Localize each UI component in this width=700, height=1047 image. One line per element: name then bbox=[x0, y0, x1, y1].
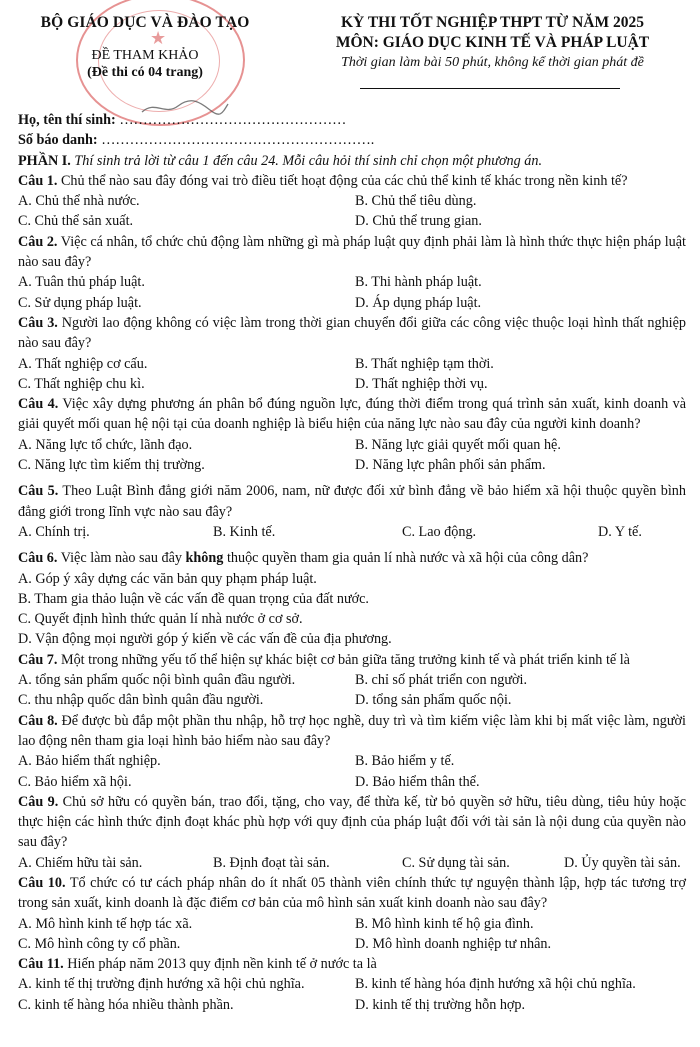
question-3 bbox=[18, 313, 686, 394]
option-d[interactable]: D. Ủy quyền tài sản. bbox=[564, 854, 681, 871]
subject-title: MÔN: GIÁO DỤC KINH TẾ VÀ PHÁP LUẬT bbox=[335, 34, 650, 51]
option-d[interactable]: D. Y tế. bbox=[598, 523, 642, 540]
candidate-name-dots: ………………………………………… bbox=[115, 112, 347, 128]
option-a[interactable]: A. Bảo hiểm thất nghiệp. bbox=[18, 753, 161, 770]
option-b[interactable]: B. chỉ số phát triển con người. bbox=[355, 672, 528, 689]
option-c[interactable]: C. Bảo hiểm xã hội. bbox=[18, 773, 132, 790]
option-c[interactable]: C. thu nhập quốc dân bình quân đầu người. bbox=[18, 692, 264, 709]
option-b[interactable]: B. Tham gia thảo luận về các vấn đề quan trọng của đất nước. bbox=[18, 590, 369, 607]
candidate-name-line bbox=[18, 110, 686, 130]
exam-title: KỲ THI TỐT NGHIỆP THPT TỪ NĂM 2025 bbox=[340, 14, 645, 31]
question-number: Câu 2. bbox=[18, 233, 58, 250]
option-a[interactable]: A. Năng lực tổ chức, lãnh đạo. bbox=[18, 436, 193, 453]
candidate-id-line bbox=[18, 130, 686, 150]
option-a[interactable]: A. Thất nghiệp cơ cấu. bbox=[18, 355, 148, 372]
exam-body bbox=[18, 110, 686, 1015]
candidate-id-dots: …………………………………………………. bbox=[97, 132, 375, 149]
question-5 bbox=[18, 481, 686, 542]
option-c[interactable]: C. Sử dụng pháp luật. bbox=[18, 294, 142, 311]
question-number: Câu 6. bbox=[18, 550, 58, 567]
question-text: Tổ chức có tư cách pháp nhân do ít nhất 05 thành viên chính thức tự nguyện thành lập, hợp tác tương trợ trong sản xuất, kinh doanh là đặc điểm cơ bản của mô hình sản xuất kinh doanh nào sau đây? bbox=[18, 874, 687, 912]
option-d[interactable]: D. kinh tế thị trường hỗn hợp. bbox=[355, 996, 526, 1013]
option-a[interactable]: A. Chiếm hữu tài sản. bbox=[18, 854, 143, 871]
question-text: Chủ sở hữu có quyền bán, trao đổi, tặng, cho vay, để thừa kế, từ bỏ quyền sở hữu, tiêu dùng, tiêu hủy hoặc thực hiện các hình thức định đoạt khác phù hợp với quy định của pháp luật đối với tài sản là nội dung của quyền nào sau đây? bbox=[18, 793, 686, 851]
question-text: Người lao động không có việc làm trong thời gian chuyển đổi giữa các công việc thuộc loại hình thất nghiệp nào sau đây? bbox=[18, 314, 686, 352]
option-b[interactable]: B. Mô hình kinh tế hộ gia đình. bbox=[355, 915, 534, 932]
ministry-name: BỘ GIÁO DỤC VÀ ĐÀO TẠO bbox=[40, 14, 250, 31]
option-d[interactable]: D. Thất nghiệp thời vụ. bbox=[355, 375, 488, 392]
question-text-emphasis: không bbox=[185, 550, 224, 567]
option-b[interactable]: B. Thất nghiệp tạm thời. bbox=[355, 355, 494, 372]
question-number: Câu 3. bbox=[18, 314, 58, 331]
section-header bbox=[18, 151, 686, 171]
question-number: Câu 1. bbox=[18, 172, 58, 189]
option-b[interactable]: B. kinh tế hàng hóa định hướng xã hội chủ nghĩa. bbox=[355, 976, 636, 993]
question-number: Câu 10. bbox=[18, 874, 66, 891]
question-text-after: thuộc quyền tham gia quản lí nhà nước và xã hội của công dân? bbox=[223, 550, 589, 567]
question-text: Việc xây dựng phương án phân bổ đúng nguồn lực, đúng thời điểm trong quá trình sản xuất, kinh doanh và giải quyết mối quan hệ nội tại của doanh nghiệp là biểu hiện của năng lực nào sau đây của người kinh doanh? bbox=[18, 396, 686, 433]
header-divider bbox=[360, 88, 620, 89]
question-number: Câu 9. bbox=[18, 793, 59, 810]
header-left bbox=[14, 14, 276, 81]
question-number: Câu 11. bbox=[18, 956, 64, 973]
option-b[interactable]: B. Năng lực giải quyết mối quan hệ. bbox=[355, 436, 561, 453]
option-c[interactable]: C. Mô hình công ty cổ phần. bbox=[18, 935, 181, 952]
question-number: Câu 4. bbox=[18, 396, 59, 413]
page-count: (Đề thi có 04 trang) bbox=[87, 65, 203, 80]
question-text: Một trong những yếu tố thể hiện sự khác biệt cơ bản giữa tăng trưởng kinh tế và phát triển kinh tế là bbox=[57, 651, 630, 668]
question-8 bbox=[18, 711, 686, 792]
question-text: Việc cá nhân, tổ chức chủ động làm những gì mà pháp luật quy định phải làm là hình thức thực hiện pháp luật nào sau đây? bbox=[18, 233, 686, 271]
stamp-star-icon: ★ bbox=[150, 28, 167, 48]
option-d[interactable]: D. Áp dụng pháp luật. bbox=[355, 294, 482, 311]
question-text: Theo Luật Bình đẳng giới năm 2006, nam, nữ được đối xử bình đẳng về bảo hiểm xã hội thuộc quyền bình đẳng giới trong lĩnh vực nào sau đây? bbox=[18, 483, 686, 520]
question-10 bbox=[18, 873, 686, 954]
question-2 bbox=[18, 232, 686, 313]
question-text: Chủ thể nào sau đây đóng vai trò điều tiết hoạt động của các chủ thể kinh tế khác trong nền kinh tế? bbox=[57, 172, 628, 189]
question-number: Câu 5. bbox=[18, 483, 59, 500]
header-right bbox=[290, 14, 695, 71]
option-a[interactable]: A. kinh tế thị trường định hướng xã hội chủ nghĩa. bbox=[18, 976, 305, 993]
question-4 bbox=[18, 394, 686, 475]
option-b[interactable]: B. Định đoạt tài sản. bbox=[213, 854, 330, 871]
option-d[interactable]: D. Chủ thể trung gian. bbox=[355, 213, 482, 230]
time-limit: Thời gian làm bài 50 phút, không kể thời gian phát đề bbox=[341, 55, 644, 70]
question-number: Câu 7. bbox=[18, 651, 58, 668]
option-a[interactable]: A. Mô hình kinh tế hợp tác xã. bbox=[18, 915, 193, 932]
option-c[interactable]: C. Sử dụng tài sản. bbox=[402, 854, 510, 871]
option-d[interactable]: D. Vận động mọi người góp ý kiến về các vấn đề của địa phương. bbox=[18, 631, 392, 648]
section-instruction: Thí sinh trả lời từ câu 1 đến câu 24. Mỗi câu hỏi thí sinh chỉ chọn một phương án. bbox=[70, 152, 543, 169]
candidate-name-label: Họ, tên thí sinh: bbox=[18, 112, 116, 128]
option-c[interactable]: C. Lao động. bbox=[402, 523, 477, 540]
option-d[interactable]: D. tổng sản phẩm quốc nội. bbox=[355, 692, 512, 709]
question-text-before: Việc làm nào sau đây bbox=[57, 550, 186, 567]
option-a[interactable]: A. tổng sản phẩm quốc nội bình quân đầu người. bbox=[18, 672, 296, 689]
option-b[interactable]: B. Bảo hiểm y tế. bbox=[355, 753, 455, 770]
option-c[interactable]: C. Năng lực tìm kiếm thị trường. bbox=[18, 457, 205, 474]
option-b[interactable]: B. Thi hành pháp luật. bbox=[355, 274, 482, 291]
question-6 bbox=[18, 548, 686, 649]
question-9 bbox=[18, 792, 686, 873]
question-1 bbox=[18, 171, 686, 232]
option-d[interactable]: D. Bảo hiểm thân thể. bbox=[355, 773, 480, 790]
option-c[interactable]: C. kinh tế hàng hóa nhiều thành phần. bbox=[18, 996, 234, 1013]
option-c[interactable]: C. Thất nghiệp chu kì. bbox=[18, 375, 145, 392]
section-title: PHẦN I. bbox=[18, 152, 71, 169]
question-text: Hiến pháp năm 2013 quy định nền kinh tế ở nước ta là bbox=[63, 956, 377, 973]
option-a[interactable]: A. Chủ thể nhà nước. bbox=[18, 193, 140, 210]
option-d[interactable]: D. Mô hình doanh nghiệp tư nhân. bbox=[355, 935, 552, 952]
question-11 bbox=[18, 954, 686, 1015]
option-a[interactable]: A. Tuân thủ pháp luật. bbox=[18, 274, 145, 291]
question-7 bbox=[18, 650, 686, 711]
option-a[interactable]: A. Chính trị. bbox=[18, 523, 90, 540]
option-d[interactable]: D. Năng lực phân phối sản phẩm. bbox=[355, 457, 546, 474]
option-b[interactable]: B. Kinh tế. bbox=[213, 523, 276, 540]
option-b[interactable]: B. Chủ thể tiêu dùng. bbox=[355, 193, 477, 210]
option-c[interactable]: C. Quyết định hình thức quản lí nhà nước ở cơ sở. bbox=[18, 611, 303, 628]
option-a[interactable]: A. Góp ý xây dựng các văn bản quy phạm pháp luật. bbox=[18, 570, 317, 587]
question-number: Câu 8. bbox=[18, 712, 58, 729]
question-text: Để được bù đắp một phần thu nhập, hỗ trợ học nghề, duy trì và tìm kiếm việc làm khi bị mất việc làm, người lao động nên tham gia loại hình bảo hiểm nào sau đây? bbox=[18, 712, 686, 749]
option-c[interactable]: C. Chủ thể sản xuất. bbox=[18, 213, 134, 230]
exam-type: ĐỀ THAM KHẢO bbox=[91, 48, 199, 63]
candidate-id-label: Số báo danh: bbox=[18, 132, 98, 149]
